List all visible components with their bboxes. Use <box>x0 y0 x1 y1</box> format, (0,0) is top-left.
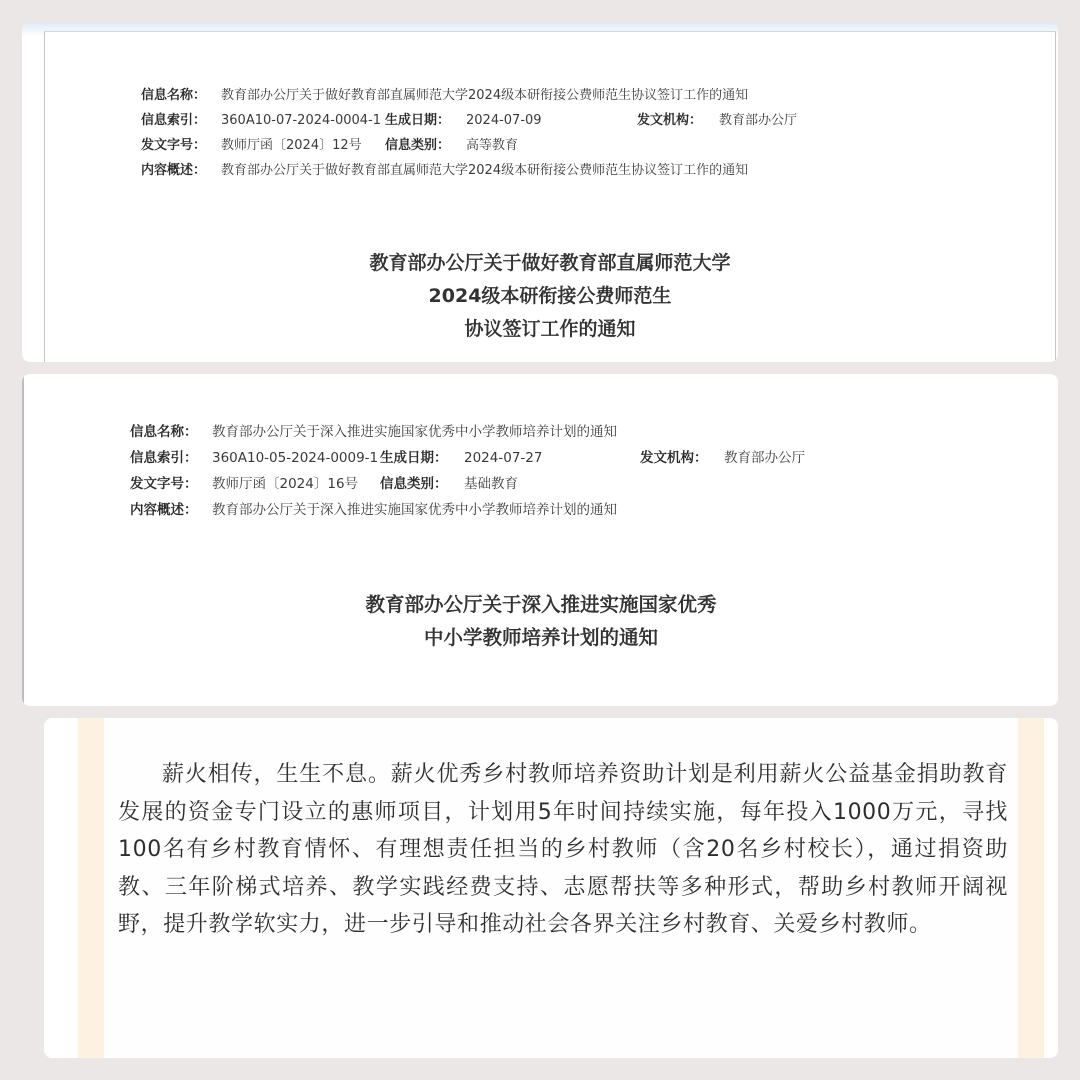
info-index-value: 360A10-07-2024-0004-1 <box>221 113 381 128</box>
issuing-org-value: 教育部办公厅 <box>724 450 805 466</box>
notice-1-title <box>45 247 1055 346</box>
label-info-category: 信息类别： <box>385 138 451 153</box>
meta-row-docno <box>141 133 1041 158</box>
article-card <box>44 718 1058 1058</box>
label-content-summary: 内容概述： <box>141 163 207 178</box>
content-summary-value: 教育部办公厅关于做好教育部直属师范大学2024级本研衔接公费师范生协议签订工作的通知 <box>221 163 749 178</box>
meta-row-index <box>141 108 1041 133</box>
label-info-name: 信息名称： <box>130 424 198 440</box>
title-line: 中小学教师培养计划的通知 <box>423 626 658 649</box>
info-category-value: 高等教育 <box>466 138 519 153</box>
label-info-category: 信息类别： <box>380 476 448 492</box>
doc-number-value: 教师厅函〔2024〕12号 <box>221 138 362 153</box>
created-date-value: 2024-07-27 <box>464 450 543 466</box>
notice-2-metadata <box>130 419 1050 523</box>
label-doc-number: 发文字号： <box>130 476 198 492</box>
label-issuing-org: 发文机构： <box>637 113 703 128</box>
meta-row-summary <box>141 158 1041 183</box>
title-line: 协议签订工作的通知 <box>464 318 636 340</box>
meta-row-name <box>141 83 1041 108</box>
label-content-summary: 内容概述： <box>130 502 198 518</box>
info-index-value: 360A10-05-2024-0009-1 <box>212 450 379 466</box>
label-info-index: 信息索引： <box>130 450 198 466</box>
notice-2-title <box>24 588 1058 654</box>
notice-panel-1 <box>44 31 1056 362</box>
title-line: 教育部办公厅关于做好教育部直属师范大学 <box>369 252 731 274</box>
label-info-index: 信息索引： <box>141 113 207 128</box>
label-created-date: 生成日期： <box>380 450 448 466</box>
info-category-value: 基础教育 <box>464 476 518 492</box>
meta-row-summary <box>130 497 1050 523</box>
content-summary-value: 教育部办公厅关于深入推进实施国家优秀中小学教师培养计划的通知 <box>212 502 617 518</box>
article-left-margin <box>78 718 104 1058</box>
notice-card-1 <box>22 22 1058 362</box>
article-paragraph: 薪火相传，生生不息。薪火优秀乡村教师培养资助计划是利用薪火公益基金捐助教育发展的资金专门设立的惠师项目，计划用5年时间持续实施，每年投入1000万元，寻找100名有乡村教育情怀、有理想责任担当的乡村教师（含20名乡村校长），通过捐资助教、三年阶梯式培养、教学实践经费支持、志愿帮扶等多种形式，帮助乡村教师开阔视野，提升教学软实力，进一步引导和推动社会各界关注乡村教育、关爱乡村教师。 <box>118 762 1008 937</box>
article-right-margin <box>1018 718 1044 1058</box>
issuing-org-value: 教育部办公厅 <box>719 113 798 128</box>
meta-row-index <box>130 445 1050 471</box>
notice-1-metadata <box>141 83 1041 183</box>
label-info-name: 信息名称： <box>141 88 207 103</box>
notice-panel-2 <box>22 374 1058 706</box>
label-created-date: 生成日期： <box>385 113 451 128</box>
info-name-value: 教育部办公厅关于深入推进实施国家优秀中小学教师培养计划的通知 <box>212 424 617 440</box>
title-line: 教育部办公厅关于深入推进实施国家优秀 <box>365 593 717 616</box>
label-doc-number: 发文字号： <box>141 138 207 153</box>
title-line: 2024级本研衔接公费师范生 <box>428 285 672 307</box>
notice-card-2 <box>22 374 1058 706</box>
doc-number-value: 教师厅函〔2024〕16号 <box>212 476 359 492</box>
label-issuing-org: 发文机构： <box>640 450 708 466</box>
meta-row-docno <box>130 471 1050 497</box>
info-name-value: 教育部办公厅关于做好教育部直属师范大学2024级本研衔接公费师范生协议签订工作的通知 <box>221 88 749 103</box>
article-content <box>104 718 1018 1058</box>
meta-row-name <box>130 419 1050 445</box>
created-date-value: 2024-07-09 <box>466 113 542 128</box>
